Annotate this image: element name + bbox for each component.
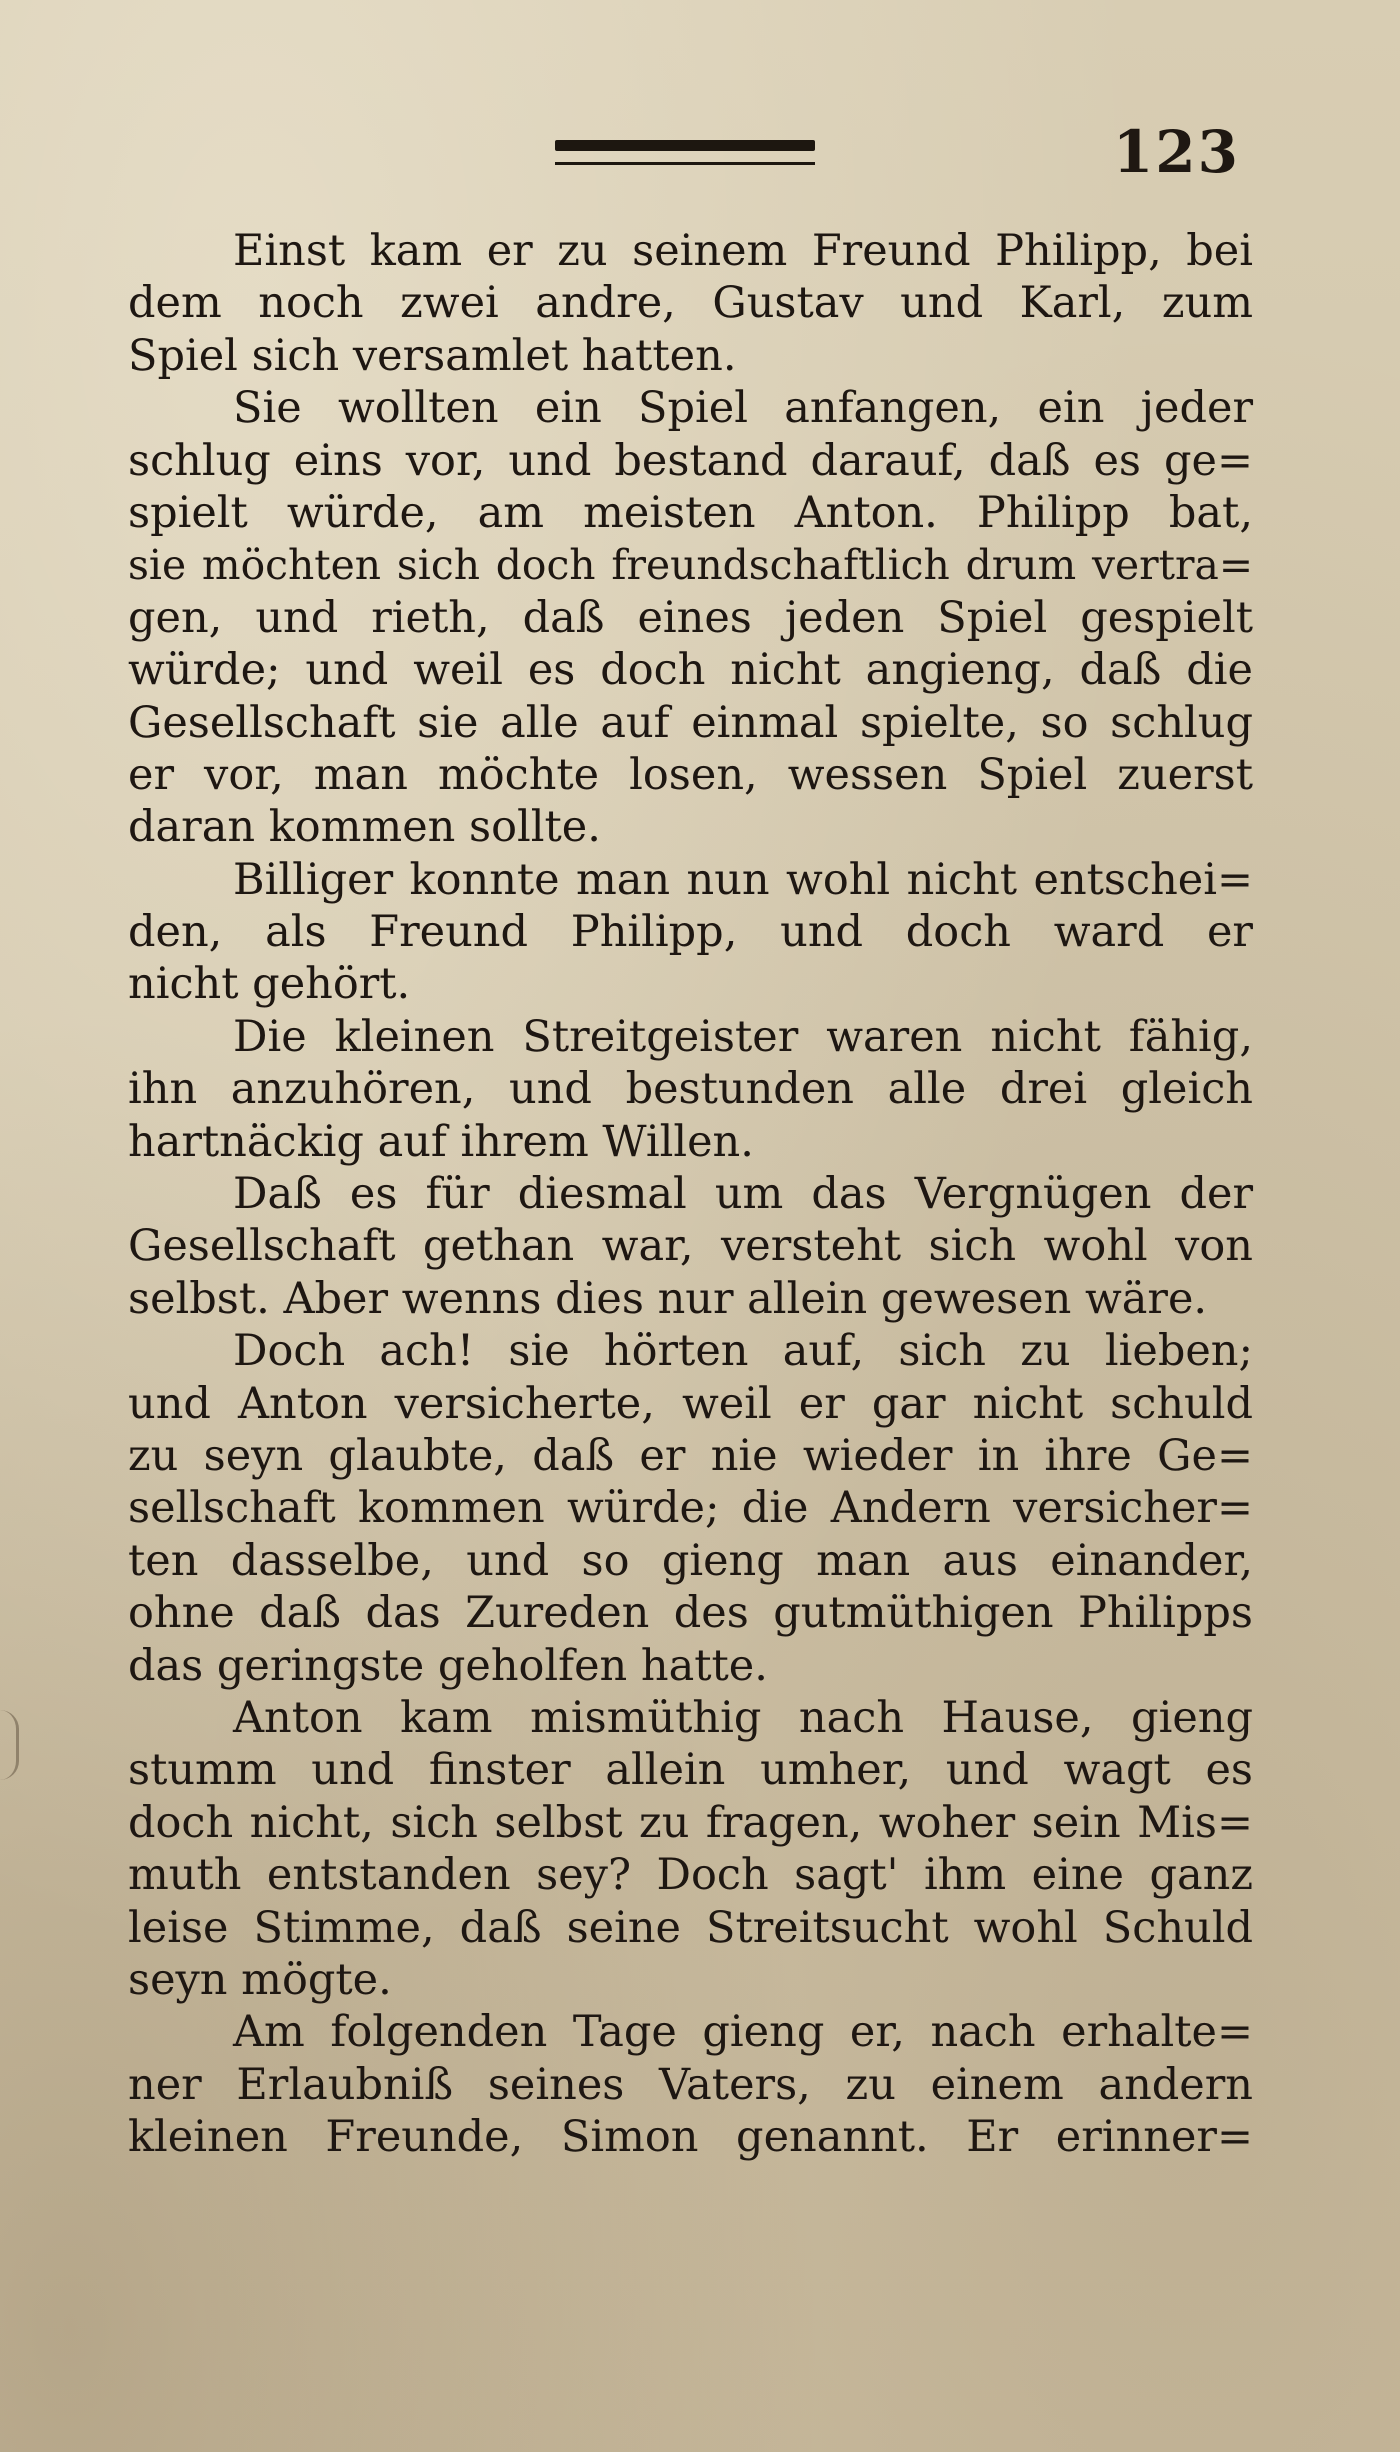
text-line: Billiger konnte man nun wohl nicht entschei= xyxy=(233,854,1253,905)
text-line: Doch ach! sie hörten auf, sich zu lieben; xyxy=(233,1326,1253,1377)
header-rule-thick xyxy=(555,140,815,151)
text-line: ten dasselbe, und so gieng man aus einander, xyxy=(128,1535,1253,1586)
text-line: sie möchten sich doch freundschaftlich drum vertra= xyxy=(128,541,1253,590)
text-line: schlug eins vor, und bestand darauf, daß es ge= xyxy=(128,435,1253,486)
text-line: Daß es für diesmal um das Vergnügen der xyxy=(233,1169,1253,1220)
text-line: Anton kam mismüthig nach Hause, gieng xyxy=(233,1692,1253,1743)
text-line: Gesellschaft gethan war, versteht sich wohl von xyxy=(128,1221,1253,1272)
text-line: Am folgenden Tage gieng er, nach erhalte= xyxy=(233,2007,1253,2058)
text-line: und Anton versicherte, weil er gar nicht schuld xyxy=(128,1378,1253,1429)
text-line: sellschaft kommen würde; die Andern versicher= xyxy=(128,1483,1253,1534)
text-line: ihn anzuhören, und bestunden alle drei gleich xyxy=(128,1064,1253,1115)
text-line: spielt würde, am meisten Anton. Philipp bat, xyxy=(128,487,1253,538)
text-line: kleinen Freunde, Simon genannt. Er erinner= xyxy=(128,2112,1253,2163)
text-line: seyn mögte. xyxy=(128,1954,392,2005)
text-line: hartnäckig auf ihrem Willen. xyxy=(128,1116,754,1167)
text-line: den, als Freund Philipp, und doch ward er xyxy=(128,907,1253,958)
text-line: das geringste geholfen hatte. xyxy=(128,1640,768,1691)
text-line: leise Stimme, daß seine Streitsucht wohl Schuld xyxy=(128,1902,1253,1953)
header-rule-thin xyxy=(555,162,815,165)
text-line: Sie wollten ein Spiel anfangen, ein jeder xyxy=(233,383,1253,434)
text-line: er vor, man möchte losen, wessen Spiel zuerst xyxy=(128,749,1253,800)
text-line: stumm und finster allein umher, und wagt es xyxy=(128,1745,1253,1796)
body-text xyxy=(128,225,1253,2163)
text-line: Spiel sich versamlet hatten. xyxy=(128,330,737,381)
margin-mark xyxy=(0,1710,19,1780)
page-number: 123 xyxy=(1112,118,1240,186)
text-line: ohne daß das Zureden des gutmüthigen Philipps xyxy=(128,1588,1253,1639)
text-line: selbst. Aber wenns dies nur allein gewesen wäre. xyxy=(128,1273,1208,1324)
text-line: würde; und weil es doch nicht angieng, daß die xyxy=(128,645,1253,696)
text-line: nicht gehört. xyxy=(128,959,411,1010)
text-line: gen, und rieth, daß eines jeden Spiel gespielt xyxy=(128,592,1253,643)
text-line: Einst kam er zu seinem Freund Philipp, bei xyxy=(233,226,1253,276)
text-line: muth entstanden sey? Doch sagt' ihm eine ganz xyxy=(128,1850,1253,1901)
text-line: doch nicht, sich selbst zu fragen, woher sein Mis= xyxy=(128,1797,1253,1848)
text-line: daran kommen sollte. xyxy=(128,802,601,853)
text-line: zu seyn glaubte, daß er nie wieder in ihre Ge= xyxy=(128,1430,1253,1481)
text-line: ner Erlaubniß seines Vaters, zu einem andern xyxy=(128,2059,1253,2110)
text-line: Gesellschaft sie alle auf einmal spielte, so schlug xyxy=(128,697,1253,748)
text-line: dem noch zwei andre, Gustav und Karl, zum xyxy=(128,278,1253,329)
text-line: Die kleinen Streitgeister waren nicht fähig, xyxy=(233,1011,1253,1062)
